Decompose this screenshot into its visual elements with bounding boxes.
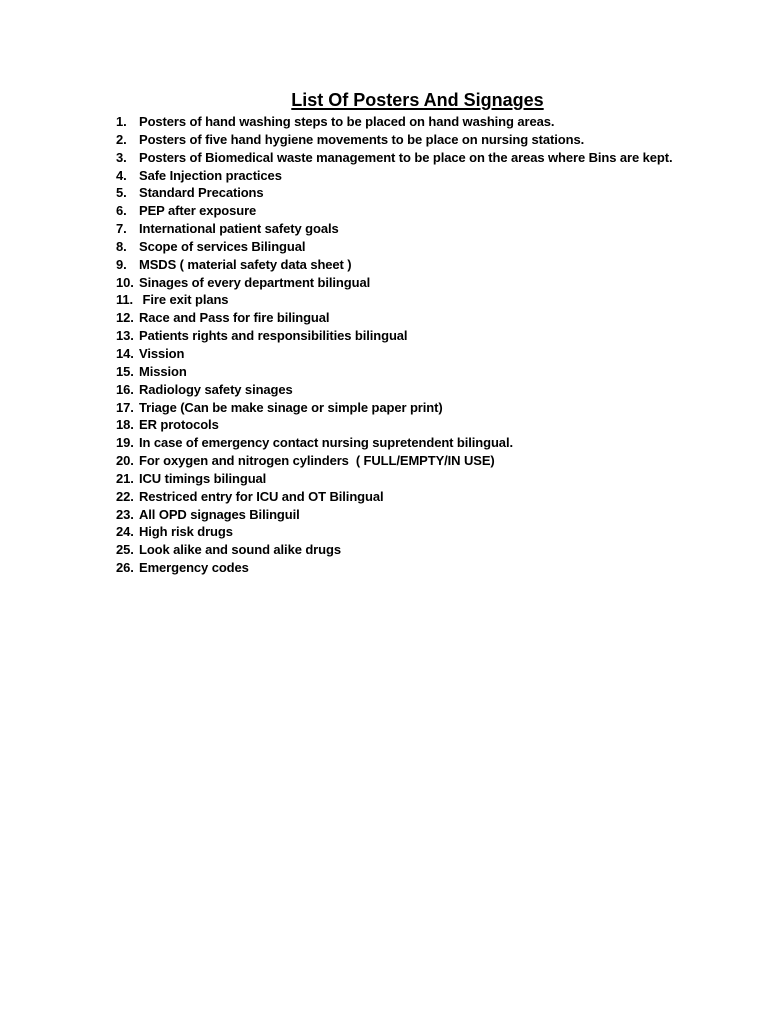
list-item-number: 8.: [116, 238, 127, 254]
list-item-number: 18.: [116, 417, 134, 433]
list-item: [116, 309, 676, 327]
list-item-text: Restriced entry for ICU and OT Bilingual: [139, 488, 384, 504]
list-item-number: 10.: [116, 274, 134, 290]
list-item-text: Race and Pass for fire bilingual: [139, 310, 330, 326]
list-item: [116, 202, 676, 220]
list-item-number: 17.: [116, 399, 134, 415]
list-item-number: 11.: [116, 292, 134, 308]
list-item-text: Fire exit plans: [139, 292, 229, 308]
list-item: [116, 399, 676, 417]
list-item-number: 23.: [116, 506, 134, 522]
list-item-text: Posters of Biomedical waste management to be place on the areas where Bins are kept.: [139, 149, 673, 165]
list-item-text: PEP after exposure: [139, 203, 257, 219]
list-item-number: 19.: [116, 435, 134, 451]
list-item: [116, 184, 676, 202]
list-item-text: Standard Precations: [139, 185, 264, 201]
list-item-number: 7.: [116, 221, 127, 237]
list-item-number: 9.: [116, 256, 127, 272]
list-item: [116, 291, 676, 309]
list-item-number: 12.: [116, 310, 134, 326]
list-item-number: 22.: [116, 488, 134, 504]
list-item-text: MSDS ( material safety data sheet ): [139, 256, 352, 272]
list-item: [116, 220, 676, 238]
list-item: [116, 541, 676, 559]
list-item: [116, 345, 676, 363]
list-item-text: International patient safety goals: [139, 221, 339, 237]
list-item: [116, 381, 676, 399]
list-item-text: ICU timings bilingual: [139, 470, 267, 486]
list-item-number: 16.: [116, 381, 134, 397]
list-item: [116, 131, 676, 149]
list-item: [116, 238, 676, 256]
list-item-text: Emergency codes: [139, 560, 249, 576]
list-item-number: 15.: [116, 363, 134, 379]
posters-signages-list: [116, 113, 676, 577]
list-item-text: Sinages of every department bilingual: [139, 274, 371, 290]
list-item: [116, 274, 676, 292]
list-item-number: 13.: [116, 328, 134, 344]
document-title: List Of Posters And Signages: [291, 90, 544, 110]
list-item: [116, 488, 676, 506]
list-item-number: 2.: [116, 131, 127, 147]
list-item-text: Posters of hand washing steps to be placed on hand washing areas.: [139, 114, 555, 129]
list-item: [116, 167, 676, 185]
list-item: [116, 506, 676, 524]
list-item-text: All OPD signages Bilinguil: [139, 506, 300, 522]
list-item: [116, 470, 676, 488]
list-item: [116, 434, 676, 452]
list-item-number: 14.: [116, 345, 134, 361]
list-item-number: 1.: [116, 114, 127, 129]
list-item: [116, 523, 676, 541]
list-item-number: 6.: [116, 203, 127, 219]
list-item-text: Triage (Can be make sinage or simple paper print): [139, 399, 443, 415]
list-item-text: Vission: [139, 345, 185, 361]
list-item-text: Radiology safety sinages: [139, 381, 293, 397]
list-item-text: Posters of five hand hygiene movements to be place on nursing stations.: [139, 131, 585, 147]
list-item-text: For oxygen and nitrogen cylinders ( FULL/EMPTY/IN USE): [139, 453, 495, 469]
list-item-text: Look alike and sound alike drugs: [139, 542, 341, 558]
list-item-number: 4.: [116, 167, 127, 183]
list-item-text: In case of emergency contact nursing supretendent bilingual.: [139, 435, 513, 451]
list-item: [116, 256, 676, 274]
list-item: [116, 327, 676, 345]
list-item: [116, 559, 676, 577]
list-item-number: 20.: [116, 453, 134, 469]
list-item: [116, 452, 676, 470]
list-item-number: 24.: [116, 524, 134, 540]
list-item-number: 5.: [116, 185, 127, 201]
list-item: [116, 416, 676, 434]
list-item: [116, 113, 676, 131]
list-item-text: Safe Injection practices: [139, 167, 282, 183]
list-item-text: High risk drugs: [139, 524, 233, 540]
list-item-number: 26.: [116, 560, 134, 576]
list-item-number: 3.: [116, 149, 127, 165]
list-item-number: 25.: [116, 542, 134, 558]
list-item-text: ER protocols: [139, 417, 219, 433]
list-item-text: Scope of services Bilingual: [139, 238, 306, 254]
list-item: [116, 363, 676, 381]
list-item-number: 21.: [116, 470, 134, 486]
list-item-text: Patients rights and responsibilities bilingual: [139, 328, 408, 344]
list-item-text: Mission: [139, 363, 187, 379]
list-item: [116, 149, 676, 167]
